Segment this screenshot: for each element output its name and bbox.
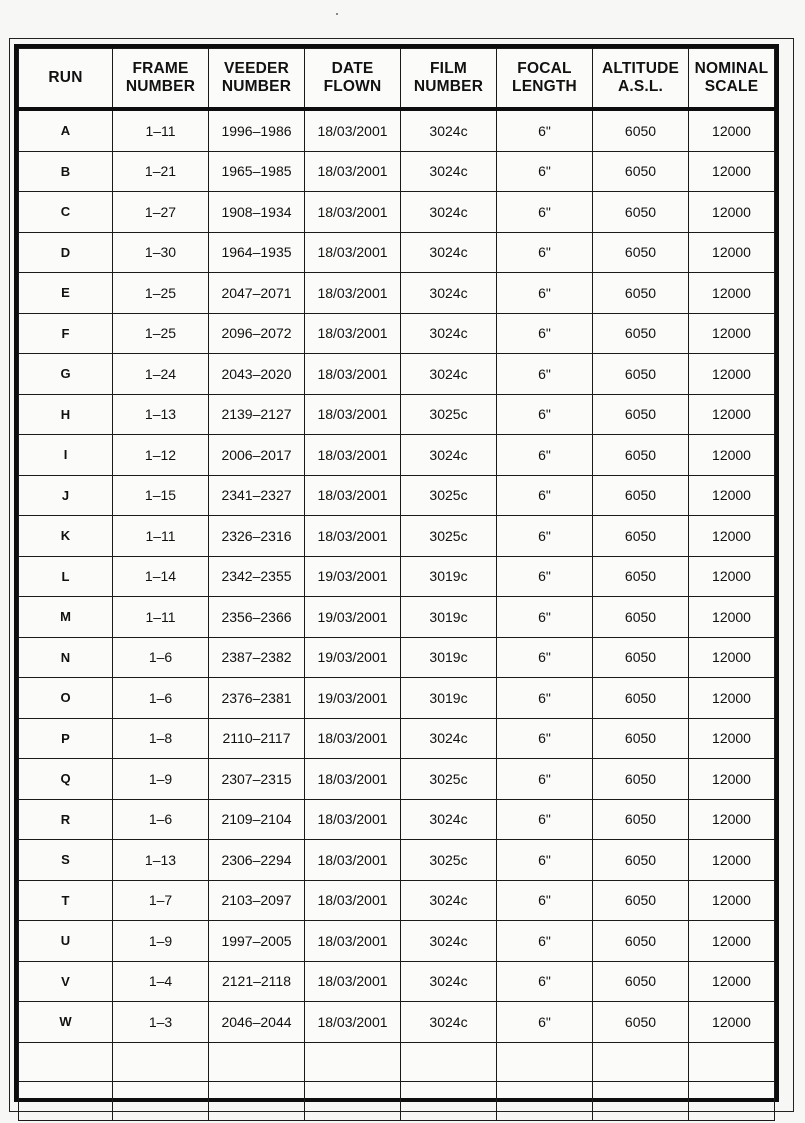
cell-run: D (19, 232, 113, 273)
cell-date-flown: 18/03/2001 (305, 109, 401, 151)
blank-cell (593, 1042, 689, 1081)
header-run-line: RUN (48, 69, 83, 86)
cell-film-number: 3025c (401, 475, 497, 516)
table-row (19, 759, 775, 800)
cell-film-number: 3024c (401, 1002, 497, 1043)
cell-film-number: 3025c (401, 394, 497, 435)
cell-date-flown: 18/03/2001 (305, 232, 401, 273)
cell-run: V (19, 961, 113, 1002)
cell-altitude-asl: 6050 (593, 151, 689, 192)
cell-date-flown: 18/03/2001 (305, 354, 401, 395)
cell-date-flown: 18/03/2001 (305, 394, 401, 435)
cell-date-flown: 18/03/2001 (305, 718, 401, 759)
blank-cell (19, 1081, 113, 1120)
cell-run: W (19, 1002, 113, 1043)
cell-altitude-asl: 6050 (593, 313, 689, 354)
cell-date-flown: 18/03/2001 (305, 921, 401, 962)
cell-nominal-scale: 12000 (689, 637, 775, 678)
cell-nominal-scale: 12000 (689, 678, 775, 719)
header-film-number-line: FILM (430, 60, 467, 77)
blank-row (19, 1042, 775, 1081)
cell-focal-length: 6" (497, 597, 593, 638)
cell-frame-number: 1–25 (113, 313, 209, 354)
cell-run: S (19, 840, 113, 881)
table-body (19, 109, 775, 1120)
cell-nominal-scale: 12000 (689, 435, 775, 476)
header-film-number-line: NUMBER (413, 78, 484, 95)
cell-focal-length: 6" (497, 109, 593, 151)
cell-altitude-asl: 6050 (593, 921, 689, 962)
cell-run: U (19, 921, 113, 962)
cell-altitude-asl: 6050 (593, 1002, 689, 1043)
cell-focal-length: 6" (497, 799, 593, 840)
cell-focal-length: 6" (497, 394, 593, 435)
cell-focal-length: 6" (497, 1002, 593, 1043)
blank-cell (593, 1081, 689, 1120)
cell-veeder-number: 2096–2072 (209, 313, 305, 354)
table-row (19, 1002, 775, 1043)
cell-date-flown: 18/03/2001 (305, 961, 401, 1002)
cell-nominal-scale: 12000 (689, 475, 775, 516)
cell-focal-length: 6" (497, 313, 593, 354)
table-row (19, 799, 775, 840)
cell-nominal-scale: 12000 (689, 109, 775, 151)
cell-veeder-number: 2306–2294 (209, 840, 305, 881)
cell-altitude-asl: 6050 (593, 556, 689, 597)
cell-frame-number: 1–4 (113, 961, 209, 1002)
cell-film-number: 3024c (401, 799, 497, 840)
cell-nominal-scale: 12000 (689, 840, 775, 881)
cell-run: M (19, 597, 113, 638)
stray-mark (336, 13, 338, 15)
cell-focal-length: 6" (497, 759, 593, 800)
cell-veeder-number: 1997–2005 (209, 921, 305, 962)
cell-nominal-scale: 12000 (689, 556, 775, 597)
table-row (19, 921, 775, 962)
cell-altitude-asl: 6050 (593, 232, 689, 273)
cell-focal-length: 6" (497, 840, 593, 881)
header-altitude-asl (593, 49, 689, 110)
cell-focal-length: 6" (497, 273, 593, 314)
cell-nominal-scale: 12000 (689, 759, 775, 800)
cell-run: G (19, 354, 113, 395)
cell-focal-length: 6" (497, 961, 593, 1002)
header-focal-length-line: FOCAL (517, 60, 572, 77)
cell-frame-number: 1–27 (113, 192, 209, 233)
cell-altitude-asl: 6050 (593, 840, 689, 881)
cell-date-flown: 18/03/2001 (305, 759, 401, 800)
cell-date-flown: 18/03/2001 (305, 273, 401, 314)
cell-frame-number: 1–30 (113, 232, 209, 273)
header-frame-number-line: NUMBER (125, 78, 196, 95)
blank-cell (689, 1042, 775, 1081)
cell-focal-length: 6" (497, 192, 593, 233)
cell-run: C (19, 192, 113, 233)
cell-altitude-asl: 6050 (593, 597, 689, 638)
cell-altitude-asl: 6050 (593, 435, 689, 476)
header-run (19, 49, 113, 110)
table-row (19, 840, 775, 881)
cell-nominal-scale: 12000 (689, 151, 775, 192)
cell-focal-length: 6" (497, 475, 593, 516)
cell-frame-number: 1–6 (113, 799, 209, 840)
cell-run: L (19, 556, 113, 597)
cell-veeder-number: 2342–2355 (209, 556, 305, 597)
cell-veeder-number: 2356–2366 (209, 597, 305, 638)
cell-veeder-number: 2109–2104 (209, 799, 305, 840)
header-veeder-number-line: VEEDER (224, 60, 289, 77)
cell-film-number: 3019c (401, 597, 497, 638)
blank-cell (401, 1081, 497, 1120)
cell-run: N (19, 637, 113, 678)
cell-frame-number: 1–15 (113, 475, 209, 516)
cell-altitude-asl: 6050 (593, 109, 689, 151)
cell-film-number: 3019c (401, 556, 497, 597)
cell-date-flown: 19/03/2001 (305, 556, 401, 597)
cell-veeder-number: 2046–2044 (209, 1002, 305, 1043)
cell-run: J (19, 475, 113, 516)
cell-altitude-asl: 6050 (593, 678, 689, 719)
cell-focal-length: 6" (497, 921, 593, 962)
header-nominal-scale (689, 49, 775, 110)
cell-film-number: 3024c (401, 232, 497, 273)
cell-frame-number: 1–13 (113, 394, 209, 435)
header-frame-number (113, 49, 209, 110)
cell-frame-number: 1–8 (113, 718, 209, 759)
cell-veeder-number: 2047–2071 (209, 273, 305, 314)
cell-nominal-scale: 12000 (689, 516, 775, 557)
cell-film-number: 3024c (401, 354, 497, 395)
cell-altitude-asl: 6050 (593, 192, 689, 233)
table-frame (14, 44, 779, 1102)
cell-veeder-number: 2307–2315 (209, 759, 305, 800)
table-row (19, 232, 775, 273)
blank-cell (497, 1081, 593, 1120)
cell-run: E (19, 273, 113, 314)
cell-nominal-scale: 12000 (689, 354, 775, 395)
blank-cell (401, 1042, 497, 1081)
blank-cell (305, 1042, 401, 1081)
cell-frame-number: 1–13 (113, 840, 209, 881)
cell-frame-number: 1–6 (113, 637, 209, 678)
cell-date-flown: 18/03/2001 (305, 475, 401, 516)
table-row (19, 678, 775, 719)
header-date-flown-line: FLOWN (323, 78, 382, 95)
cell-altitude-asl: 6050 (593, 354, 689, 395)
cell-nominal-scale: 12000 (689, 961, 775, 1002)
cell-frame-number: 1–12 (113, 435, 209, 476)
cell-film-number: 3025c (401, 516, 497, 557)
cell-nominal-scale: 12000 (689, 880, 775, 921)
cell-nominal-scale: 12000 (689, 273, 775, 314)
blank-cell (113, 1042, 209, 1081)
blank-cell (209, 1042, 305, 1081)
cell-nominal-scale: 12000 (689, 799, 775, 840)
cell-nominal-scale: 12000 (689, 718, 775, 759)
header-date-flown (305, 49, 401, 110)
cell-run: R (19, 799, 113, 840)
cell-focal-length: 6" (497, 516, 593, 557)
cell-run: F (19, 313, 113, 354)
cell-altitude-asl: 6050 (593, 880, 689, 921)
cell-date-flown: 18/03/2001 (305, 435, 401, 476)
cell-frame-number: 1–11 (113, 597, 209, 638)
cell-run: Q (19, 759, 113, 800)
cell-veeder-number: 1996–1986 (209, 109, 305, 151)
cell-altitude-asl: 6050 (593, 516, 689, 557)
header-nominal-scale-line: SCALE (704, 78, 759, 95)
cell-run: O (19, 678, 113, 719)
header-altitude-asl-line: A.S.L. (617, 78, 664, 95)
table-row (19, 273, 775, 314)
table-row (19, 556, 775, 597)
cell-date-flown: 18/03/2001 (305, 799, 401, 840)
cell-frame-number: 1–14 (113, 556, 209, 597)
header-veeder-number-line: NUMBER (221, 78, 292, 95)
cell-veeder-number: 1964–1935 (209, 232, 305, 273)
cell-run: P (19, 718, 113, 759)
blank-cell (113, 1081, 209, 1120)
header-focal-length (497, 49, 593, 110)
cell-run: T (19, 880, 113, 921)
header-nominal-scale-line: NOMINAL (694, 60, 769, 77)
cell-date-flown: 19/03/2001 (305, 637, 401, 678)
cell-frame-number: 1–11 (113, 109, 209, 151)
cell-film-number: 3025c (401, 840, 497, 881)
table-row (19, 961, 775, 1002)
cell-frame-number: 1–7 (113, 880, 209, 921)
cell-date-flown: 18/03/2001 (305, 1002, 401, 1043)
table-row (19, 313, 775, 354)
cell-altitude-asl: 6050 (593, 718, 689, 759)
table-row (19, 718, 775, 759)
cell-veeder-number: 2326–2316 (209, 516, 305, 557)
header-focal-length-line: LENGTH (512, 78, 577, 95)
cell-veeder-number: 1908–1934 (209, 192, 305, 233)
cell-focal-length: 6" (497, 435, 593, 476)
table-row (19, 597, 775, 638)
cell-veeder-number: 1965–1985 (209, 151, 305, 192)
cell-altitude-asl: 6050 (593, 475, 689, 516)
cell-veeder-number: 2387–2382 (209, 637, 305, 678)
cell-date-flown: 18/03/2001 (305, 151, 401, 192)
cell-nominal-scale: 12000 (689, 232, 775, 273)
cell-nominal-scale: 12000 (689, 597, 775, 638)
header-frame-number-line: FRAME (132, 60, 189, 77)
cell-altitude-asl: 6050 (593, 637, 689, 678)
cell-date-flown: 18/03/2001 (305, 516, 401, 557)
cell-frame-number: 1–25 (113, 273, 209, 314)
cell-date-flown: 18/03/2001 (305, 880, 401, 921)
cell-veeder-number: 2121–2118 (209, 961, 305, 1002)
cell-film-number: 3024c (401, 151, 497, 192)
cell-nominal-scale: 12000 (689, 394, 775, 435)
table-row (19, 192, 775, 233)
table-row (19, 354, 775, 395)
cell-film-number: 3024c (401, 961, 497, 1002)
cell-focal-length: 6" (497, 678, 593, 719)
table-row (19, 880, 775, 921)
blank-cell (209, 1081, 305, 1120)
cell-focal-length: 6" (497, 232, 593, 273)
blank-cell (689, 1081, 775, 1120)
cell-frame-number: 1–21 (113, 151, 209, 192)
cell-date-flown: 18/03/2001 (305, 192, 401, 233)
cell-focal-length: 6" (497, 880, 593, 921)
cell-film-number: 3019c (401, 637, 497, 678)
table-row (19, 435, 775, 476)
cell-frame-number: 1–24 (113, 354, 209, 395)
cell-altitude-asl: 6050 (593, 394, 689, 435)
header-altitude-asl-line: ALTITUDE (601, 60, 680, 77)
blank-row (19, 1081, 775, 1120)
cell-veeder-number: 2103–2097 (209, 880, 305, 921)
cell-film-number: 3024c (401, 718, 497, 759)
cell-focal-length: 6" (497, 637, 593, 678)
cell-focal-length: 6" (497, 718, 593, 759)
cell-altitude-asl: 6050 (593, 961, 689, 1002)
cell-film-number: 3024c (401, 880, 497, 921)
table-row (19, 109, 775, 151)
cell-veeder-number: 2376–2381 (209, 678, 305, 719)
header-veeder-number (209, 49, 305, 110)
cell-nominal-scale: 12000 (689, 313, 775, 354)
cell-altitude-asl: 6050 (593, 759, 689, 800)
cell-nominal-scale: 12000 (689, 921, 775, 962)
cell-frame-number: 1–3 (113, 1002, 209, 1043)
header-date-flown-line: DATE (331, 60, 374, 77)
cell-focal-length: 6" (497, 151, 593, 192)
cell-frame-number: 1–9 (113, 921, 209, 962)
cell-focal-length: 6" (497, 354, 593, 395)
cell-veeder-number: 2110–2117 (209, 718, 305, 759)
blank-cell (305, 1081, 401, 1120)
blank-cell (19, 1042, 113, 1081)
cell-run: B (19, 151, 113, 192)
table-row (19, 637, 775, 678)
cell-film-number: 3024c (401, 192, 497, 233)
cell-veeder-number: 2043–2020 (209, 354, 305, 395)
cell-run: A (19, 109, 113, 151)
cell-focal-length: 6" (497, 556, 593, 597)
cell-date-flown: 19/03/2001 (305, 678, 401, 719)
cell-film-number: 3024c (401, 435, 497, 476)
table-row (19, 394, 775, 435)
cell-film-number: 3024c (401, 313, 497, 354)
cell-altitude-asl: 6050 (593, 273, 689, 314)
cell-altitude-asl: 6050 (593, 799, 689, 840)
cell-run: I (19, 435, 113, 476)
cell-film-number: 3024c (401, 109, 497, 151)
cell-frame-number: 1–11 (113, 516, 209, 557)
table-row (19, 151, 775, 192)
cell-frame-number: 1–6 (113, 678, 209, 719)
flight-run-table (18, 48, 775, 1121)
cell-nominal-scale: 12000 (689, 192, 775, 233)
cell-run: H (19, 394, 113, 435)
blank-cell (497, 1042, 593, 1081)
cell-film-number: 3024c (401, 921, 497, 962)
cell-date-flown: 18/03/2001 (305, 313, 401, 354)
cell-date-flown: 19/03/2001 (305, 597, 401, 638)
table-row (19, 475, 775, 516)
cell-nominal-scale: 12000 (689, 1002, 775, 1043)
table-row (19, 516, 775, 557)
cell-film-number: 3019c (401, 678, 497, 719)
cell-frame-number: 1–9 (113, 759, 209, 800)
cell-veeder-number: 2341–2327 (209, 475, 305, 516)
cell-film-number: 3024c (401, 273, 497, 314)
header-film-number (401, 49, 497, 110)
cell-veeder-number: 2006–2017 (209, 435, 305, 476)
cell-veeder-number: 2139–2127 (209, 394, 305, 435)
cell-date-flown: 18/03/2001 (305, 840, 401, 881)
cell-run: K (19, 516, 113, 557)
header-row (19, 49, 775, 110)
cell-film-number: 3025c (401, 759, 497, 800)
